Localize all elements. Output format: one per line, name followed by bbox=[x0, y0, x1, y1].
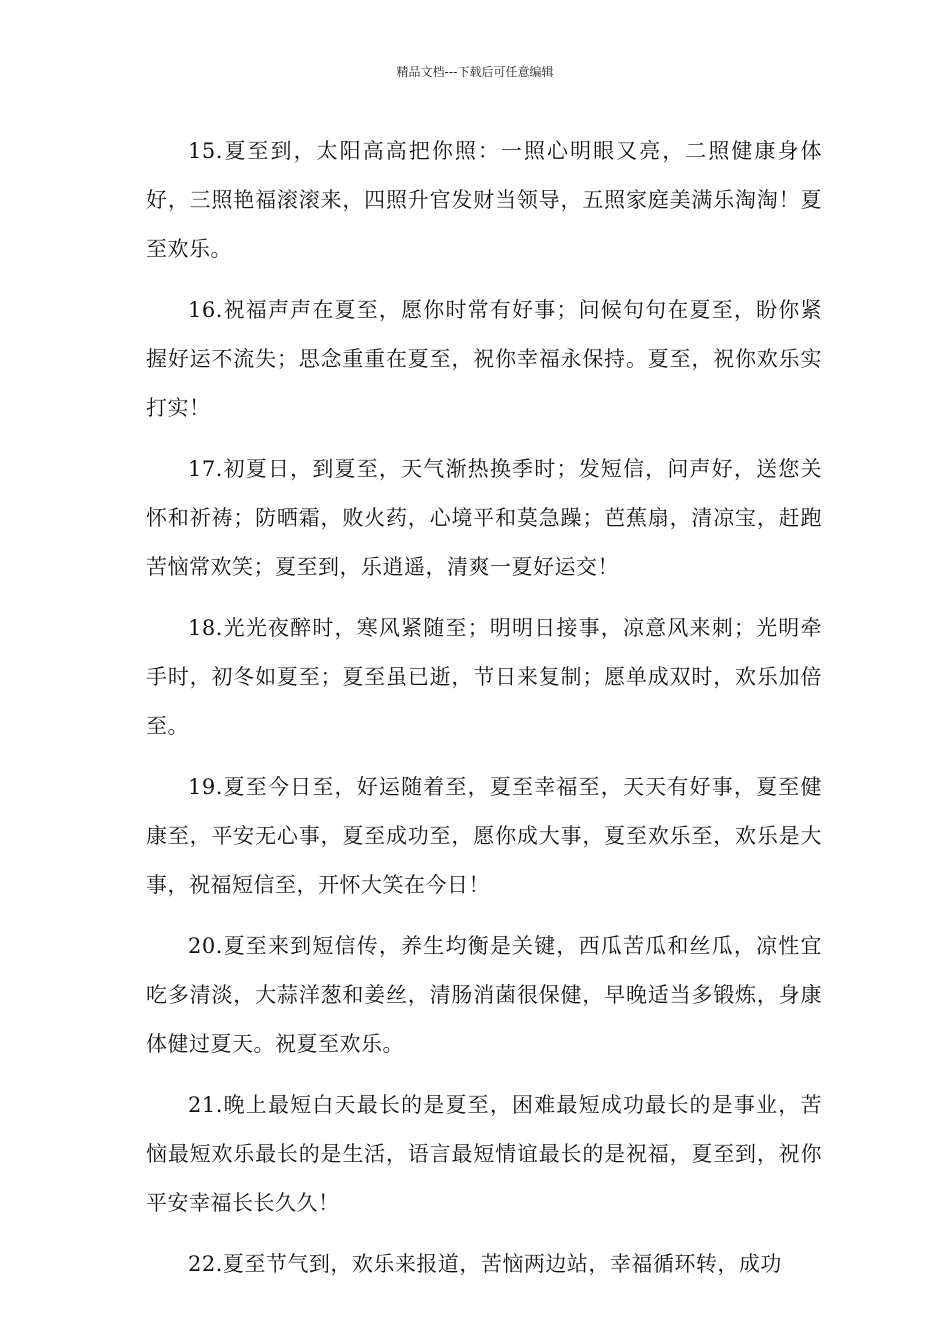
document-body bbox=[146, 127, 822, 1301]
paragraph-22: 22.夏至节气到，欢乐来报道，苦恼两边站，幸福循环转，成功 bbox=[188, 1252, 782, 1276]
page-header: 精品文档---下载后可任意编辑 bbox=[396, 65, 554, 79]
paragraph-19: 19.夏至今日至，好运随着至，夏至幸福至，天天有好事，夏至健康至，平安无心事，夏至成功至，愿你成大事，夏至欢乐至，欢乐是大事，祝福短信至，开怀大笑在今日！ bbox=[146, 775, 822, 897]
paragraph-18: 18.光光夜醉时，寒风紧随至；明明日接事，凉意风来刺；光明牵手时，初冬如夏至；夏至虽已逝，节日来复制；愿单成双时，欢乐加倍至。 bbox=[146, 616, 822, 738]
paragraph-15: 15.夏至到，太阳高高把你照：一照心明眼又亮，二照健康身体好，三照艳福滚滚来，四照升官发财当领导，五照家庭美满乐淘淘！夏至欢乐。 bbox=[146, 139, 822, 261]
paragraph-20: 20.夏至来到短信传，养生均衡是关键，西瓜苦瓜和丝瓜，凉性宜吃多清淡，大蒜洋葱和姜丝，清肠消菌很保健，早晚适当多锻炼，身康体健过夏天。祝夏至欢乐。 bbox=[146, 934, 822, 1056]
paragraph-17: 17.初夏日，到夏至，天气渐热换季时；发短信，问声好，送您关怀和祈祷；防晒霜，败火药，心境平和莫急躁；芭蕉扇，清凉宝，赶跑苦恼常欢笑；夏至到，乐逍遥，清爽一夏好运交！ bbox=[146, 457, 822, 579]
paragraph-21: 21.晚上最短白天最长的是夏至，困难最短成功最长的是事业，苦恼最短欢乐最长的是生活，语言最短情谊最长的是祝福，夏至到，祝你平安幸福长长久久！ bbox=[146, 1093, 822, 1215]
paragraph-16: 16.祝福声声在夏至，愿你时常有好事；问候句句在夏至，盼你紧握好运不流失；思念重重在夏至，祝你幸福永保持。夏至，祝你欢乐实打实！ bbox=[146, 298, 822, 420]
